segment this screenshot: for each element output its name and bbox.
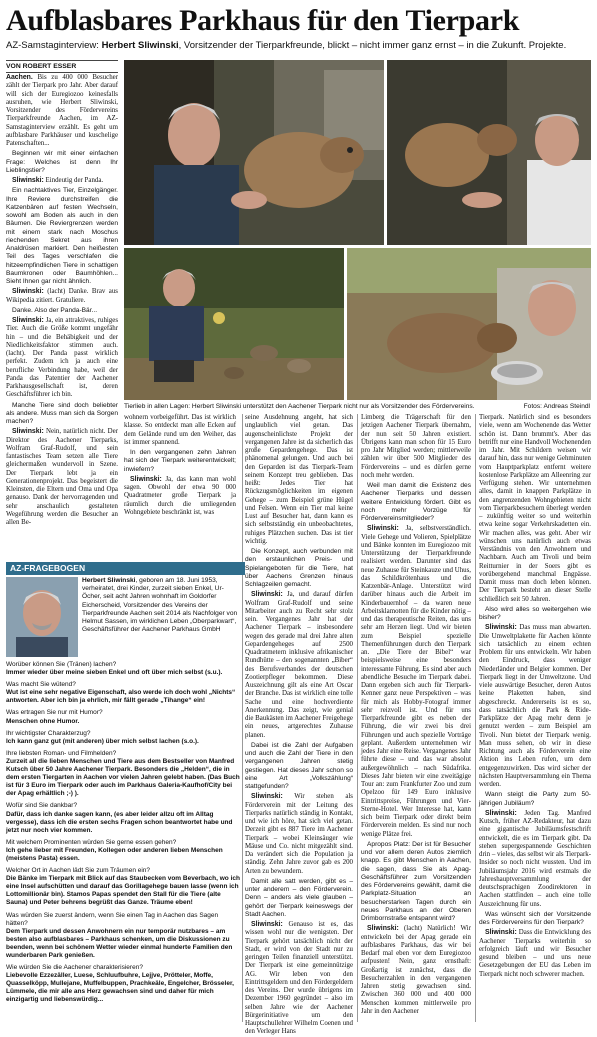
interview-answer: Sliwinski: (lacht) Natürlich! Wir entwickeln bei der Apag gerade ein aufblasbares Parkhaus, das wir bei Bedarf mal eben vor dem Euregiozoo aufpusten! Nein, ganz ernsthaft: Großartig ist zunächst, dass die Besucherzahlen in den vergangenen Jahren stetig gewachsen sind. Zwischen 360 000 und 400 000 Menschen kommen mittlerweile pro Jahr in den Aachener — [361, 925, 471, 1015]
article-paragraph: Limberg die Trägerschaft für den jetzigen Aachener Tierpark übernahm, der nun seit 50 Jahren existiert. Übrigens kann man schon für 15 Euro pro Jahr Mitglied werden; mittlerweile zählen wir über 500 Mitglieder des Fördervereins – und es dürfen gerne noch mehr werden. — [361, 414, 471, 479]
photo-bottom-left — [124, 248, 344, 400]
questionnaire-question: Was ertragen Sie nur mit Humor? — [6, 709, 103, 717]
dateline: Aachen. — [6, 74, 33, 81]
interview-question: Manche Tiere sind doch beliebter als andere. Muss man sich da Sorgen machen? — [6, 401, 118, 425]
column-divider — [242, 414, 243, 1022]
speaker-label: Sliwinski: — [12, 317, 44, 324]
article-headline: Aufblasbares Parkhaus für den Tierpark — [6, 4, 520, 37]
interview-question: In den vergangenen zehn Jahren hat sich der Tierpark weiterentwickelt; inwiefern? — [124, 449, 236, 473]
article-subhead — [6, 40, 594, 52]
interview-question: Danke. Also der Panda-Bär... — [12, 306, 98, 314]
questionnaire-question: Was macht Sie wütend? — [6, 681, 76, 689]
article-paragraph: Tierpark. Natürlich sind es besonders viele, wenn am Wochenende das Wetter schön ist. Dann brummt's. Aber das betrifft nur eine Handvoll Wochenenden im Jahr. Mit Schildern weisen wir darauf hin, dass nur wenige Gehminuten vom Hauptparkplatz entfernt weitere kostenlose Parkplätze am Alleenring zur Verfügung stehen. Wir unternehmen alles, damit in knappen Parkplätze in den angrenzenden Wohngebieten nicht vom Tierparkbesuchern überlegt werden – zukünftig weiter so und weiterhin etwa keine sogar Verkehrskadetten ein. Wir machen alles, was geht. Aber wir wünschen uns natürlich auch etwas Verständnis von den Anwohnern und Nachbarn. Auch am Tivoli und beim Reitturnier in der Soers gibt es vorübergehend manchmal Engpässe. Damit muss man doch leben können. Der Tierpark besteht an dieser Stelle schließlich seit 50 Jahren. — [479, 414, 591, 603]
article-column-3 — [245, 414, 353, 1036]
bio-name: Herbert Sliwinski — [82, 577, 136, 584]
photo-credit: Fotos: Andreas Steindl — [523, 403, 590, 410]
questionnaire-question: Ihr wichtigster Charakterzug? — [6, 729, 91, 737]
interview-question: Was wünscht sich der Vorsitzende des Fördervereins für den Tierpark? — [479, 910, 591, 926]
interview-answer: Sliwinski: Ja, das kann man wohl sagen. Obwohl der etwa 90 000 Quadratmeter große Tierpark ja räumlich durch die umliegenden Wohngebiete beschränkt ist, was — [124, 475, 236, 516]
speaker-label: Sliwinski: — [130, 475, 162, 483]
photo-sliwinski-crouching-with-birds-image — [124, 248, 344, 400]
interview-answer: Sliwinski: Eindeutig der Panda. — [12, 177, 104, 184]
interview-question: Beginnen wir mit einer einfachen Frage: Welches ist denn Ihr Lieblingstier? — [6, 150, 118, 174]
questionnaire-answer: Zurzeit all die lieben Menschen und Tiere aus dem Bestseller von Manfred Kutsch über 50 Jahre Aachener Tierpark. Besonders die „Helden“, die in dem ersten Tiergarten in Aachen vor vielen Jahren gelebt haben. (Das Buch ist für 3 Euro im Tierpark oder auch im Parkhaus Galeria-Kaufhof/City bei der Apag erhältlich ;-) ). — [6, 757, 240, 798]
subhead-name: Herbert Sliwinski — [101, 40, 179, 51]
article-column-1 — [6, 74, 118, 558]
interview-answer: Sliwinski: Ja, und darauf dürfen Wolfram Graf-Rudolf und seine Mitarbeiter auch zu Recht sehr stolz sein. Vergangenes Jahr hat der Aachener Tierpark – insbesondere wegen des gerade mal drei Jahre alten Gepardengeheges auf 2500 Quadratmetern inklusive afrikanischer Rundhütte – den sogenannten „Biber“ des Berufsverbandes der deutschen Zootierpfleger bekommen. Diese Auszeichnung gilt als eine Art Oscar der Branche. Das ist wirklich eine tolle Sache und eine hochverdiente Anerkennung. Das zeigt, wie genial die Baukästen im Aachener Freigehege ein neues, artgerechtes Zuhause planen. — [245, 591, 353, 739]
questionnaire-question: Worüber können Sie (Tränen) lachen? — [6, 661, 117, 668]
bio-text: , geboren am 18. Juni 1953, verheiratet, drei Kinder, zurzeit sieben Enkel, Ur-Öcher, seit acht Jahren wohnhaft im Goldorfer Eicherscheid, Vorsitzender des Vereins der Tierparkfreunde Aachen seit 2014 als Nachfolger von Helmut Sassen, im wirklichen Leben „Oberparkwart“, Geschäftsführer der Aachener Parkhaus GmbH — [82, 577, 238, 634]
questionnaire-answer: Ich kann ganz gut (mit anderen) über mich selbst lachen (s.o.). — [6, 737, 199, 745]
interview-answer: Sliwinski: Jeden Tag. Manfred Kutsch, früher AZ-Redakteur, hat dazu eine gigantische Jubiläumsfestschrift entwickelt, die es im Tierpark gibt. Da stehen supergespannende Geschichten drin – vieles, das selbst wir als Tierpark-Insider so noch nicht wussten. Und im Jubiläumsjahr 2016 wird erstmals die Jahreshauptversammlung der deutschsprachigen Zoodirektoren in Aachen stattfinden – auch eine tolle Auszeichnung für uns. — [479, 809, 591, 908]
speaker-label: Sliwinski: — [12, 428, 44, 436]
questionnaire-answer: Ich gehe lieber mit Freunden, Kollegen oder anderen lieben Menschen (meistens Pasta) essen. — [6, 846, 223, 862]
questionnaire-answer: Die Bänke im Tierpark mit Blick auf das Staubecken vom Beverbach, wo ich eine Insel aufschütten und darauf das Gorillagehege bauen lasse (wenn ich Lottomillionär bin). Stamos Papas spendet den Stall für die Tiere (alte Sauna) und Peter behrens begrüßt das Ganze. Träume eben! — [6, 875, 240, 907]
questionnaire-title: AZ-FRAGEBOGEN — [6, 562, 245, 575]
interview-question: Dabei ist die Zahl der Aufgaben und auch die Zahl der Tiere in den vergangenen Jahren stetig gestiegen. Hat dieses Jahr schon so eine Art „Volkszählung“ stattgefunden? — [245, 741, 353, 790]
speaker-label: Sliwinski: — [367, 525, 399, 533]
subhead-rest: , Vorsitzender der Tierparkfreunde, blickt – nicht immer ganz ernst – in die Zukunft. Projekte. — [178, 40, 567, 51]
speaker-label: Sliwinski: — [485, 624, 517, 632]
portrait-photo — [6, 577, 78, 657]
speaker-label: Sliwinski: — [251, 793, 283, 801]
questionnaire-answer: Dafür, dass ich danke sagen kann, (es aber leider allzu oft im Alltag vergesse), dass ich die ersten sechs Fragen schon beantwortet habe und jetzt nur noch vier kommen. — [6, 810, 233, 834]
interview-answer: Sliwinski: Dass die Entwicklung des Aachener Tierparks weiterhin so erfolgreich läuft und wir Besucher gesund bleiben – und uns neue Gesetzgebungen der EU das Leben im Tierpark nicht noch schwerer machen. — [479, 929, 591, 978]
article-column-5 — [479, 414, 591, 1022]
questionnaire-question: Ihre liebsten Roman- und Filmhelden? — [6, 749, 117, 757]
questionnaire-question: Welcher Ort in Aachen lädt Sie zum Träumen ein? — [6, 867, 151, 875]
byline: VON ROBERT ESSER — [6, 60, 118, 73]
speaker-label: Sliwinski: — [251, 921, 283, 928]
questionnaire-question: Mit welchem Prominenten würden Sie gerne essen gehen? — [6, 838, 177, 846]
speaker-label: Sliwinski: — [367, 925, 399, 933]
questionnaire-question: Wofür sind Sie dankbar? — [6, 802, 78, 810]
photo-top-left — [124, 60, 384, 245]
questionnaire-answer: Immer wieder über meine sieben Enkel und oft über mich selbst (s.u.). — [6, 669, 223, 677]
interview-answer: Sliwinski: Ja, ein attraktives, ruhiges Tier. Auch die Größe kommt ungefähr hin – und die Behäbigkeit und der Niedlichkeitsfaktor stimmen auch. (lacht). Der Panda passt wirklich perfekt. Zudem ich ja auch eine berufliche Verbindung habe, weil der Panda das Patentier der Aachener Parkhausgesellschaft ist, deren Geschäftsführer ich bin. — [6, 317, 118, 399]
photo-portrait-sliwinski-image — [6, 577, 78, 657]
interview-question: Die Konzept, auch verbunden mit den erstaunlichen Preis- und Spielangeboten für die Tiere, hat über Aachens Grenzen hinaus Schlagzeilen gemacht. — [245, 548, 353, 588]
interview-answer: Sliwinski: (lacht) Danke. Brav aus Wikipedia zitiert. Gratuliere. — [6, 288, 118, 304]
photo-sliwinski-with-capybara-image — [124, 60, 384, 245]
questionnaire-box — [6, 577, 241, 1021]
speaker-label: Sliwinski: — [485, 929, 517, 937]
interview-question: Ein nachtaktives Tier, Einzelgänger. Ihre Reviere durchstreifen die Katzenbären auf festen Wechseln, sowohl am Boden als auch in den Bäumen. Die Reviergrenzen werden mit einem stark nach Moschus riechenden Sekret aus ihren Analdrüsen markiert. Den heißesten Teil des Tages verschlafen die hitzeempfindlichen Tiere in schattigen Baumkronen oder Baumhöhlen... Sieht Ihnen gar nicht ähnlich. — [6, 187, 118, 285]
questionnaire-answer: Wut ist eine sehr negative Eigenschaft, also werde ich doch wohl „Nichts“ antworten. Aber ich bin ja ehrlich, mir fällt gerade „Tihange“ ein! — [6, 689, 236, 705]
questionnaire-bio — [82, 577, 241, 634]
interview-question: Damit alle satt werden, gibt es – unter anderem – den Förderverein. Denn – anders als viele glauben – gehört der Tierpark keineswegs der Stadt Aachen. — [245, 877, 353, 918]
speaker-label: Sliwinski: — [12, 177, 44, 184]
column-divider — [475, 414, 476, 1022]
subhead-prefix: AZ-Samstaginterview: — [6, 40, 102, 51]
questionnaire-qa — [6, 661, 241, 1009]
article-intro: Aachen. Bis zu 400 000 Besucher zählt der Tierpark pro Jahr. Aber darauf will sich der Euregiozoo keinesfalls ausruhen, wie Herbert Sliwinski, Vorsitzender des Fördervereins Tierparkfreunde Aachen, im AZ-Samstaginterview erzählt. Es geht um aufblasbare Parkhäuser und kuschelige Patenschaften... — [6, 74, 118, 147]
questionnaire-question: Wie würden Sie die Aachener charakterisieren? — [6, 964, 143, 972]
interview-question: Weil man damit die Existenz des Aachener Tierparks und dessen weitere Entwicklung fördert. Gibt es noch mehr Vorzüge für Fördervereinsmitglieder? — [361, 482, 471, 522]
article-paragraph: wohnern vorbeigeführt. Das ist wirklich klasse. So entdeckt man alle Ecken auf dem Gelände rund um den Weiher, das ist immer spannend. — [124, 414, 236, 446]
interview-question: Apropos Platz: Der ist für Besucher und vor allem deren Autos ziemlich knapp. Es gibt Menschen in Aachen, die sagen, dass Sie als Apag-Geschäftsführer zum Vorsitzenden des Fördervereins gewählt, damit die Parkplatz-Situation an besucherstarken Tagen durch ein neues Parkhaus an der Oberen Drimbornstraße entspannt wird? — [361, 840, 471, 922]
interview-answer: Sliwinski: Genauso ist es, das wissen wohl nur die wenigsten. Der Tierpark gehört tatsächlich nicht der Stadt, er wird von der Stadt nur zu geringen Teilen finanziell unterstützt. Der Tierpark ist eine gemeinnützige AG. Wir leben von den Eintrittsgeldern und den Fördergeldern des Vereins. Der wurde übrigens im Dezember 1960 gegründet – also im selben Jahre wie der Aachener Bürgerinitiative um den Hauptschullehrer Wilhelm Coenen und den Verleger Hans — [245, 921, 353, 1036]
caption-text: Tierlieb in allen Lagen: Herbert Sliwinski unterstützt den Aachener Tierpark nicht nur als Vorsitzender des Fördervereins. — [124, 403, 475, 410]
questionnaire-answer: Liebevolle Ezzezäller, Luese, Schluufbuhre, Lejjve, Prötteler, Moffe, Quasselköpp, Mullejane, Muffelbuppen, Prachkeäle, Engelcher, Brösseler, Lümmele, die mir alle ans Herz gewachsen sind und daher für mich einzigartig und liebenswürdig... — [6, 972, 234, 1004]
interview-answer: Sliwinski: Das muss man abwarten. Die Umweltplakette für Aachen könnte sich tatsächlich zu einem echten Problem für uns entwickeln. Wir haben den Eindruck, dass weniger Niederländer und Belgier kommen. Der Tierpark liegt in der Umweltzone. Und viele auswärtige Besucher, deren Autos keine Plaketten haben, sind abgeschreckt. Andererseits ist es so, dass tatsächlich die Park & Ride-Parkplätze der Apag mehr denn je genutzt werden – zum Beispiel am Tivoli. Nun bietet der Tierpark wenig. Man muss sehen, ob wir in diese Richtung auch als Förderverein eine Aktion ins Leben rufen, um dem entgegenzuwirken. Das wird sicher der nächsten Hauptversammlung ein Thema werden. — [479, 624, 591, 788]
article-column-4 — [361, 414, 471, 1022]
questionnaire-answer: Dem Tierpark und dessen Anwohnern ein nur temporär nutzbares – am besten also aufblasbares – Parkhaus schenken, um die Diskussionen zu beenden, wenn bei schönem Wetter wieder einmal hunderte Familien den wunderbaren Park genießen. — [6, 927, 233, 959]
interview-answer: Sliwinski: Wir stehen als Förderverein mit der Leitung des Tierparks natürlich ständig in Kontakt, und wie ich höre, hat sich viel getan. Derzeit gibt es 887 Tiere im Aachener Tierpark – wobei Kleinsäuger wie Mäuse und Co. nicht mitgezählt sind. Da verändert sich die Population ja ständig. Zehn Jahre zuvor gab es 200 Arten zu bewundern. — [245, 793, 353, 875]
photo-caption — [124, 402, 590, 411]
interview-answer: Sliwinski: Ja, selbstverständlich. Viele Gehege und Volieren, Spielplätze und Bänke konnten im Euregiozoo mit Unterstützung der Tierparkfreunde realisiert werden. Darunter sind das neue Zuhause für Steinkauze und Uhus, das Schildkrötenhaus und die Katzenbär-Anlage. Unterstützt wird darüber hinaus auch die Arbeit im Kinderbauernhof – da waren neue Arbeitsklamotten für die Kinder nötig – und das therapeutische Reiten, das uns sehr am Herzen liegt. Und wir bieten zum Beispiel spezielle Themenführungen durch den Tierpark an. „Die Tiere der Bibel“ war beispielsweise eine besonders interessante Führung. Es sind aber auch abendliche Besuche im Tierpark dabei. Dann ergeben sich auch für Tierpark-Kenner ganz neue Perspektiven – was für mich als Hobby-Fotograf immer sehr reizvoll ist. Und für uns Tierparkfreunde gibt es neben der Führung, die wir zwei bis drei Führungen und auch spezielle Vorträge geplant. Außerdem unternehmen wir jedes Jahr eine Reise. Vergangenes Jahr führte diese – und das war absolut außergewöhnlich – nach Südafrika. Dieses Jahr bieten wir eine zweitägige Tour an: zum Frankfurter Zoo und zum Opelzoo für 149 Euro inklusive Eintrittspreise, Führungen und Vier-Sterne-Hotel. Wer Interesse hat, kann sich beim Tierpark oder direkt beim Förderverein melden. Es sind nur noch wenige Plätze frei. — [361, 525, 471, 838]
photo-sliwinski-smiling-image — [387, 60, 591, 245]
questionnaire-question: Was würden Sie zuerst ändern, wenn Sie einen Tag in Aachen das Sagen hätten? — [6, 911, 219, 927]
photo-top-right — [387, 60, 591, 245]
column-divider — [357, 414, 358, 1022]
questionnaire-answer: Menschen ohne Humor. — [6, 717, 80, 725]
photo-bottom-right — [347, 248, 591, 400]
interview-question: Wann steigt die Party zum 50-jährigen Jubiläum? — [479, 791, 591, 807]
speaker-label: Sliwinski: — [485, 809, 517, 817]
speaker-label: Sliwinski: — [12, 288, 44, 296]
interview-question: Also wird alles so weitergehen wie bisher? — [479, 605, 591, 621]
interview-answer: Sliwinski: Nein, natürlich nicht. Der Direktor des Aachener Tierparks, Wolfram Graf-Rudolf, und sein fantastisches Team setzen alle Tiere gleichermaßen wundervoll in Szene. Der Tierpark lebt ja ein Generationenprojekt. Das begeistert die Kleinsten, die Eltern und Oma und Opa genauso. Dank der hervorragenden und sehr anschaulich gestalteten Wegeführung werden die Besucher an allen Be- — [6, 428, 118, 526]
speaker-label: Sliwinski: — [251, 591, 283, 599]
article-column-2 — [124, 414, 236, 556]
photo-sliwinski-feeding-animal-image — [347, 248, 591, 400]
article-paragraph: seine Ausdehnung angeht, hat sich unglaublich viel getan. Das augenscheinlichste Projekt der vergangenen Jahre ist da sicherlich das große Gepardengehege. Das ist phänomenal gelungen. Und auch bei den Geparden ist das Tierpark-Team seinem Konzept treu geblieben. Das heißt: Jedes Tier hat Rückzugsmöglichkeiten im eigenen Gehege – zum Beispiel grüne Hügel und Felsen. Wenn ein Tier mal keine Lust auf Besucher hat, dann kann es sich selbstständig ein unbeobachtetes, ruhiges Plätzchen suchen. Das ist tier wichtig. — [245, 414, 353, 545]
